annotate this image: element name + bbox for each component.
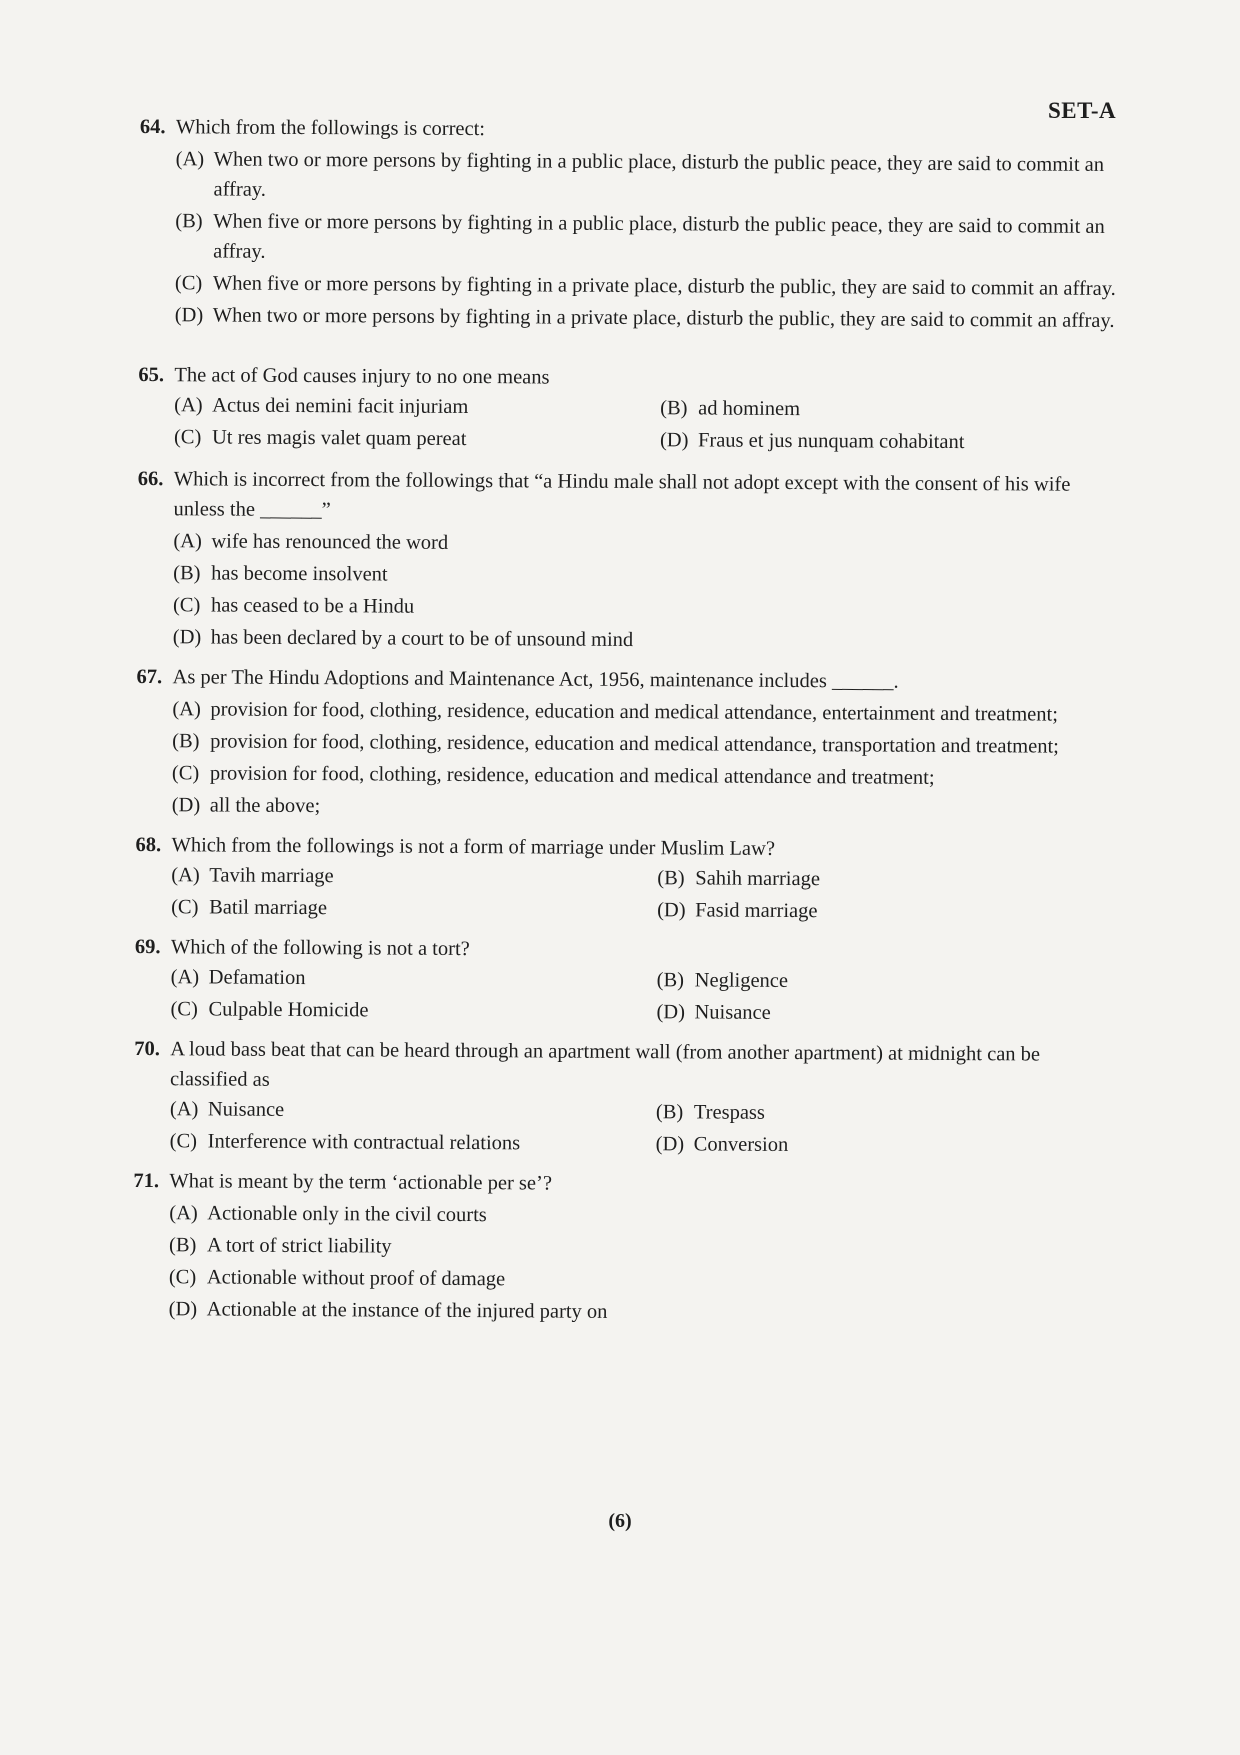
questions-container	[133, 112, 1120, 1330]
option-letter: (A)	[171, 864, 200, 887]
option-letter: (B)	[173, 562, 201, 585]
question-text: As per The Hindu Adoptions and Maintenance Act, 1956, maintenance includes ______.	[172, 666, 899, 693]
option-d	[657, 895, 1115, 928]
options-list	[173, 526, 1118, 658]
option-c	[173, 590, 1117, 626]
option-letter: (C)	[168, 1266, 197, 1289]
question-text: Which is incorrect from the followings that “a Hindu male shall not adopt except with the consent of his wife unless the ______”	[173, 468, 1071, 522]
option-letter: (D)	[174, 304, 204, 327]
option-text: When two or more persons by fighting in a private place, disturb the public, they are said to commit an affray.	[212, 304, 1115, 332]
option-text: When five or more persons by fighting in a private place, disturb the public, they are said to commit an affray.	[212, 272, 1116, 300]
option-letter: (C)	[173, 426, 202, 449]
option-text: Fasid marriage	[695, 899, 818, 923]
option-text: has been declared by a court to be of unsound mind	[210, 626, 634, 652]
option-letter: (A)	[172, 698, 201, 721]
question-text: The act of God causes injury to no one means	[174, 364, 550, 389]
options-list	[175, 144, 1120, 336]
option-letter: (B)	[660, 397, 688, 420]
option-text: wife has renounced the word	[211, 530, 449, 554]
question-64	[139, 112, 1120, 336]
question-text: Which from the followings is correct:	[175, 116, 486, 141]
question-71	[133, 1166, 1114, 1330]
set-label: SET-A	[1048, 98, 1117, 123]
question-66	[137, 464, 1118, 658]
option-c	[169, 1262, 1113, 1298]
question-stem	[133, 1166, 1113, 1202]
option-a	[172, 694, 1116, 730]
option-text: has ceased to be a Hindu	[210, 594, 415, 618]
option-text: all the above;	[209, 794, 321, 818]
option-text: Nuisance	[694, 1001, 771, 1024]
question-69	[134, 932, 1115, 1030]
option-a	[175, 144, 1119, 210]
option-d	[172, 790, 1116, 826]
option-letter: (D)	[659, 429, 689, 452]
option-a	[174, 390, 660, 423]
option-text: Trespass	[693, 1101, 765, 1124]
option-letter: (C)	[174, 272, 203, 295]
options-list	[172, 694, 1117, 826]
question-stem	[134, 1034, 1114, 1100]
option-letter: (B)	[172, 730, 200, 753]
option-c	[170, 994, 656, 1027]
option-letter: (C)	[170, 998, 198, 1021]
option-a	[173, 526, 1117, 562]
option-c	[174, 422, 660, 455]
page-number: (6)	[608, 1510, 632, 1532]
option-letter: (A)	[173, 530, 202, 553]
option-d	[656, 1129, 1114, 1162]
option-b	[657, 965, 1115, 998]
option-letter: (B)	[169, 1234, 197, 1257]
option-c	[175, 268, 1119, 304]
question-number: 65.	[138, 363, 165, 387]
question-number: 71.	[133, 1169, 160, 1193]
question-text: Which from the followings is not a form of marriage under Muslim Law?	[171, 834, 776, 860]
option-letter: (A)	[170, 966, 200, 989]
option-letter: (A)	[169, 1202, 198, 1225]
option-d	[656, 997, 1114, 1030]
question-67	[136, 662, 1117, 826]
option-letter: (B)	[657, 867, 685, 890]
question-stem	[136, 662, 1116, 698]
option-b	[172, 726, 1116, 762]
option-text: Tavih marriage	[209, 864, 334, 888]
question-text: Which of the following is not a tort?	[170, 936, 470, 961]
option-letter: (B)	[655, 1101, 684, 1124]
option-d	[173, 622, 1117, 658]
option-text: Actionable at the instance of the injured party on	[206, 1298, 608, 1323]
question-stem	[137, 464, 1117, 530]
option-a	[171, 962, 657, 995]
option-letter: (D)	[655, 1133, 685, 1156]
options-grid	[170, 1094, 1114, 1162]
question-number: 67.	[136, 665, 163, 689]
option-letter: (C)	[172, 594, 201, 617]
option-letter: (D)	[168, 1298, 198, 1321]
question-number: 69.	[134, 935, 161, 959]
question-number: 66.	[137, 467, 164, 491]
option-a	[171, 860, 657, 893]
option-letter: (A)	[169, 1098, 199, 1121]
options-list	[169, 1198, 1114, 1330]
option-text: Fraus et jus nunquam cohabitant	[697, 429, 965, 454]
option-d	[175, 300, 1119, 336]
option-text: Ut res magis valet quam pereat	[211, 426, 467, 451]
option-letter: (A)	[175, 148, 205, 171]
option-text: A tort of strict liability	[207, 1234, 392, 1258]
option-c	[172, 758, 1116, 794]
option-letter: (B)	[175, 210, 203, 233]
option-text: Nuisance	[207, 1098, 285, 1121]
option-text: has become insolvent	[211, 562, 388, 586]
option-letter: (D)	[172, 626, 202, 649]
option-text: Actionable without proof of damage	[206, 1266, 506, 1291]
option-text: Batil marriage	[209, 896, 328, 920]
question-number: 64.	[139, 115, 166, 139]
option-b	[657, 863, 1115, 896]
option-letter: (D)	[657, 899, 686, 922]
option-d	[660, 425, 1118, 458]
option-text: Conversion	[693, 1133, 789, 1156]
option-text: Actus dei nemini facit injuriam	[212, 394, 469, 419]
question-text: A loud bass beat that can be heard through an apartment wall (from another apartment) at midnight can be classified as	[170, 1038, 1041, 1091]
options-grid	[174, 390, 1118, 458]
option-a	[170, 1094, 656, 1127]
option-b	[175, 206, 1119, 272]
option-letter: (D)	[656, 1001, 686, 1024]
option-text: provision for food, clothing, residence, education and medical attendance, transportation and treatment;	[210, 730, 1059, 758]
question-number: 68.	[135, 833, 162, 857]
option-text: provision for food, clothing, residence, education and medical attendance, entertainment and treatment;	[210, 698, 1058, 726]
option-text: Defamation	[208, 966, 306, 990]
option-letter: (B)	[656, 969, 685, 992]
option-letter: (A)	[174, 394, 203, 417]
option-letter: (C)	[171, 896, 199, 919]
option-b	[169, 1230, 1113, 1266]
question-70	[134, 1034, 1115, 1162]
question-text: What is meant by the term ‘actionable per se’?	[169, 1170, 553, 1195]
option-text: provision for food, clothing, residence, education and medical attendance and treatment;	[209, 762, 935, 789]
option-c	[171, 892, 657, 925]
options-grid	[171, 860, 1115, 928]
option-text: When five or more persons by fighting in a public place, disturb the public peace, they are said to commit an affray.	[213, 210, 1105, 263]
question-65	[138, 360, 1119, 458]
option-text: Negligence	[694, 969, 789, 992]
question-stem	[140, 112, 1120, 148]
option-c	[170, 1126, 656, 1159]
option-b	[656, 1097, 1114, 1130]
option-text: Sahih marriage	[695, 867, 821, 891]
options-grid	[170, 962, 1114, 1030]
option-b	[660, 393, 1118, 426]
option-a	[169, 1198, 1113, 1234]
option-b	[173, 558, 1117, 594]
option-letter: (C)	[171, 762, 200, 785]
question-number: 70.	[134, 1037, 160, 1061]
option-text: Interference with contractual relations	[207, 1130, 521, 1155]
option-text: Culpable Homicide	[208, 998, 369, 1022]
question-68	[135, 830, 1116, 928]
option-text: Actionable only in the civil courts	[207, 1202, 487, 1227]
option-letter: (D)	[171, 794, 201, 817]
option-text: When two or more persons by fighting in a public place, disturb the public peace, they are said to commit an affray.	[213, 148, 1105, 201]
option-d	[169, 1294, 1113, 1330]
option-letter: (C)	[169, 1130, 198, 1153]
option-text: ad hominem	[698, 397, 801, 421]
